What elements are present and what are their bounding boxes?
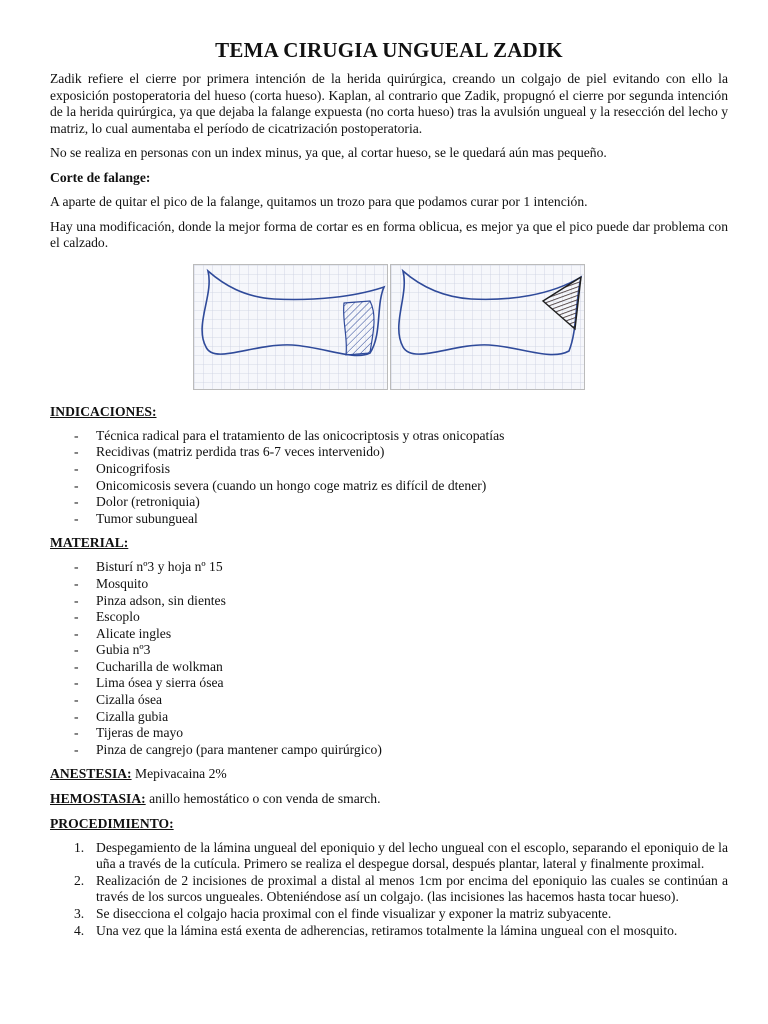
list-item: - Técnica radical para el tratamiento de las onicocriptosis y otras onicopatías [50,428,728,445]
step-text: Se disecciona el colgajo hacia proximal con el finde visualizar y exponer la matriz subyacente. [96,906,612,921]
procedimiento-heading: PROCEDIMIENTO: [50,815,174,831]
list-item: - Pinza de cangrejo (para mantener campo quirúrgico) [50,742,728,759]
procedure-step [50,923,728,940]
indicaciones-heading: INDICACIONES: [50,403,157,419]
step-number: 3. [74,906,85,921]
step-text: Realización de 2 incisiones de proximal a distal al menos 1cm por encima del eponiquio las cuales se continúan a través de los surcos ungueales. Obteniéndose así un colgajo. (las incisiones las hacemos hasta tocar hueso). [96,872,728,905]
procedure-step [50,906,728,923]
sketch-oblique-cut [390,264,585,390]
falange-sketches [50,264,728,390]
list-item: - Tumor subungueal [50,511,728,528]
intro-paragraph-2: No se realiza en personas con un index minus, ya que, al cortar hueso, se le quedará aún mas pequeño. [50,145,607,161]
list-item: - Cizalla gubia [50,709,728,726]
material-list [50,559,728,758]
sketch-straight-cut [193,264,388,390]
hemostasia-line [50,791,728,808]
step-number: 1. [74,839,85,855]
anestesia-line [50,766,728,783]
step-number: 2. [74,872,85,888]
list-item: - Recidivas (matriz perdida tras 6-7 veces intervenido) [50,444,728,461]
corte-paragraph-1: A aparte de quitar el pico de la falange, quitamos un trozo para que podamos curar por 1 intención. [50,193,588,209]
list-item: - Mosquito [50,576,728,593]
step-text: Despegamiento de la lámina ungueal del eponiquio y del lecho ungueal con el escoplo, separando el eponiquio de la uña a través de la cutícula. Primero se realiza el despegue dorsal, después plantar, lateral y finalmente proximal. [96,839,728,872]
indicaciones-list [50,428,728,528]
hemostasia-label: HEMOSTASIA: [50,791,146,807]
list-item: - Escoplo [50,609,728,626]
list-item: - Gubia nº3 [50,642,728,659]
list-item: - Cucharilla de wolkman [50,659,728,676]
corte-heading: Corte de falange: [50,169,151,185]
intro-paragraph-1: Zadik refiere el cierre por primera intención de la herida quirúrgica, creando un colgajo de piel evitando con ello la exposición postoperatoria del hueso (corta hueso). Kaplan, al contrario que Zadik, propugnó el cierre por segunda intención de la herida quirúrgica, ya que dejaba la falange expuesta (no corta hueso) tras la avulsión ungueal y la resección del lecho y matriz, lo cual aumentaba el período de cicatrización postoperatoria. [50,71,728,136]
list-item: - Bisturí nº3 y hoja nº 15 [50,559,728,576]
corte-paragraph-2: Hay una modificación, donde la mejor forma de cortar es en forma oblicua, es mejor ya que el pico puede dar problema con el calzado. [50,218,728,251]
list-item: - Onicogrifosis [50,461,728,478]
list-item: - Cizalla ósea [50,692,728,709]
procedimiento-list [50,840,728,940]
document-title: TEMA CIRUGIA UNGUEAL ZADIK [215,38,563,62]
material-heading: MATERIAL: [50,535,129,551]
procedure-step [50,840,728,873]
anestesia-label: ANESTESIA: [50,766,132,782]
hemostasia-text: anillo hemostático o con venda de smarch. [149,791,381,807]
list-item: - Pinza adson, sin dientes [50,593,728,610]
procedure-step [50,873,728,906]
anestesia-text: Mepivacaina 2% [135,766,227,782]
step-number: 4. [74,922,85,938]
list-item: - Lima ósea y sierra ósea [50,675,728,692]
list-item: - Tijeras de mayo [50,725,728,742]
list-item: - Alicate ingles [50,626,728,643]
list-item: - Dolor (retroniquia) [50,494,728,511]
step-text: Una vez que la lámina está exenta de adherencias, retiramos totalmente la lámina ungueal con el mosquito. [96,922,678,938]
list-item: - Onicomicosis severa (cuando un hongo coge matriz es difícil de dtener) [50,478,728,495]
